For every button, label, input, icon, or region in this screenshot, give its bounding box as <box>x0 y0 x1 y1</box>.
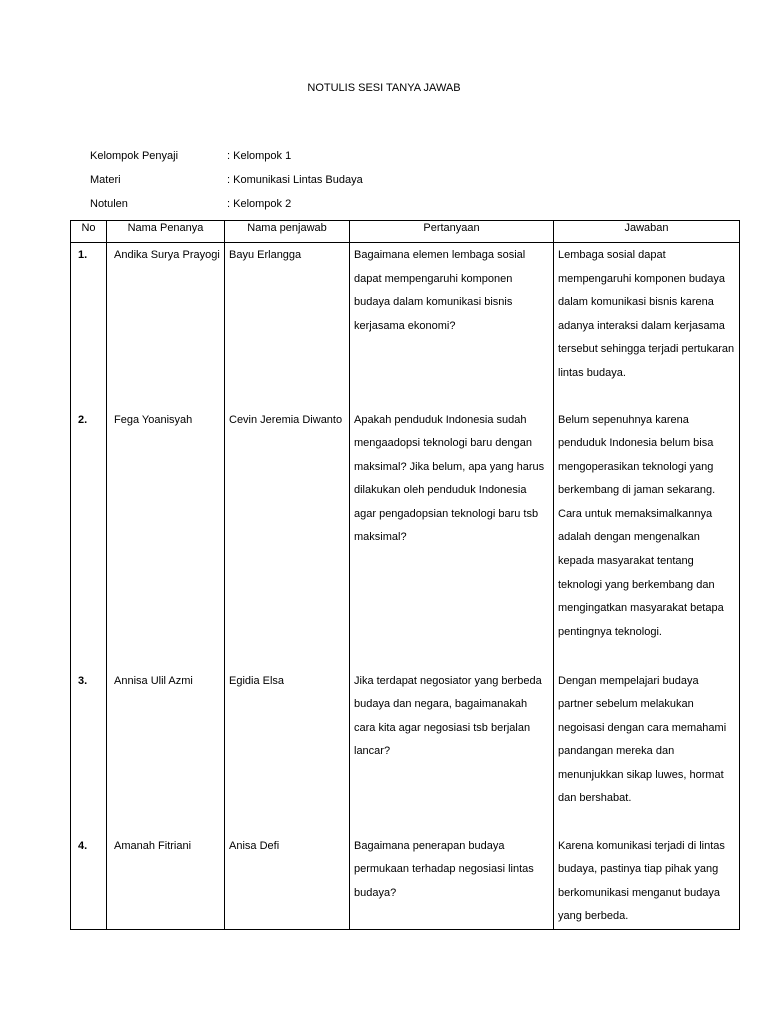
row-no: 3. <box>71 669 107 834</box>
row-penanya: Amanah Fitriani <box>107 834 225 930</box>
row-no: 1. <box>71 243 107 408</box>
row-penanya: Annisa Ulil Azmi <box>107 669 225 834</box>
document-title: NOTULIS SESI TANYA JAWAB <box>307 82 461 94</box>
header-jawaban: Jawaban <box>554 221 740 243</box>
row-jawaban: Dengan mempelajari budaya partner sebelum melakukan negoisasi dengan cara memahami pandangan mereka dan menunjukkan sikap luwes, hormat dan bershabat. <box>554 669 740 834</box>
header-nama-penjawab: Nama penjawab <box>225 221 350 243</box>
table-row <box>71 408 740 669</box>
meta-row-kelompok <box>90 148 363 172</box>
row-penanya: Fega Yoanisyah <box>107 408 225 669</box>
table-row <box>71 669 740 834</box>
meta-value: : Kelompok 1 <box>227 150 292 162</box>
row-penjawab: Bayu Erlangga <box>225 243 350 408</box>
row-penanya: Andika Surya Prayogi <box>107 243 225 408</box>
row-pertanyaan: Apakah penduduk Indonesia sudah mengaadopsi teknologi baru dengan maksimal? Jika belum, apa yang harus dilakukan oleh penduduk Indonesia agar pengadopsian teknologi baru tsb maksimal? <box>350 408 554 669</box>
header-no: No <box>71 221 107 243</box>
row-no: 2. <box>71 408 107 669</box>
meta-row-notulen <box>90 196 363 220</box>
row-jawaban: Karena komunikasi terjadi di lintas budaya, pastinya tiap pihak yang berkomunikasi menganut budaya yang berbeda. <box>554 834 740 930</box>
row-penjawab: Egidia Elsa <box>225 669 350 834</box>
row-jawaban: Belum sepenuhnya karena penduduk Indonesia belum bisa mengoperasikan teknologi yang berkembang di jaman sekarang. Cara untuk memaksimalkannya adalah dengan mengenalkan kepada masyarakat tentang teknologi yang berkembang dan mengingatkan masyarakat betapa pentingnya teknologi. <box>554 408 740 669</box>
row-jawaban: Lembaga sosial dapat mempengaruhi komponen budaya dalam komunikasi bisnis karena adanya interaksi dalam kerjasama tersebut sehingga terjadi pertukaran lintas budaya. <box>554 243 740 408</box>
row-penjawab: Cevin Jeremia Diwanto <box>225 408 350 669</box>
table-row <box>71 243 740 408</box>
meta-value: : Komunikasi Lintas Budaya <box>227 174 363 186</box>
table-header-row <box>71 221 740 243</box>
meta-key: Kelompok Penyaji <box>90 150 179 162</box>
table-row <box>71 834 740 930</box>
row-pertanyaan: Bagaimana elemen lembaga sosial dapat mempengaruhi komponen budaya dalam komunikasi bisnis kerjasama ekonomi? <box>350 243 554 408</box>
row-pertanyaan: Bagaimana penerapan budaya permukaan terhadap negosiasi lintas budaya? <box>350 834 554 930</box>
row-no: 4. <box>71 834 107 930</box>
qa-table <box>70 220 740 930</box>
row-penjawab: Anisa Defi <box>225 834 350 930</box>
header-nama-penanya: Nama Penanya <box>107 221 225 243</box>
meta-info <box>90 148 363 220</box>
row-pertanyaan: Jika terdapat negosiator yang berbeda budaya dan negara, bagaimanakah cara kita agar negosiasi tsb berjalan lancar? <box>350 669 554 834</box>
meta-key: Materi <box>90 174 121 186</box>
meta-row-materi <box>90 172 363 196</box>
header-pertanyaan: Pertanyaan <box>350 221 554 243</box>
meta-key: Notulen <box>90 198 128 210</box>
meta-value: : Kelompok 2 <box>227 198 292 210</box>
